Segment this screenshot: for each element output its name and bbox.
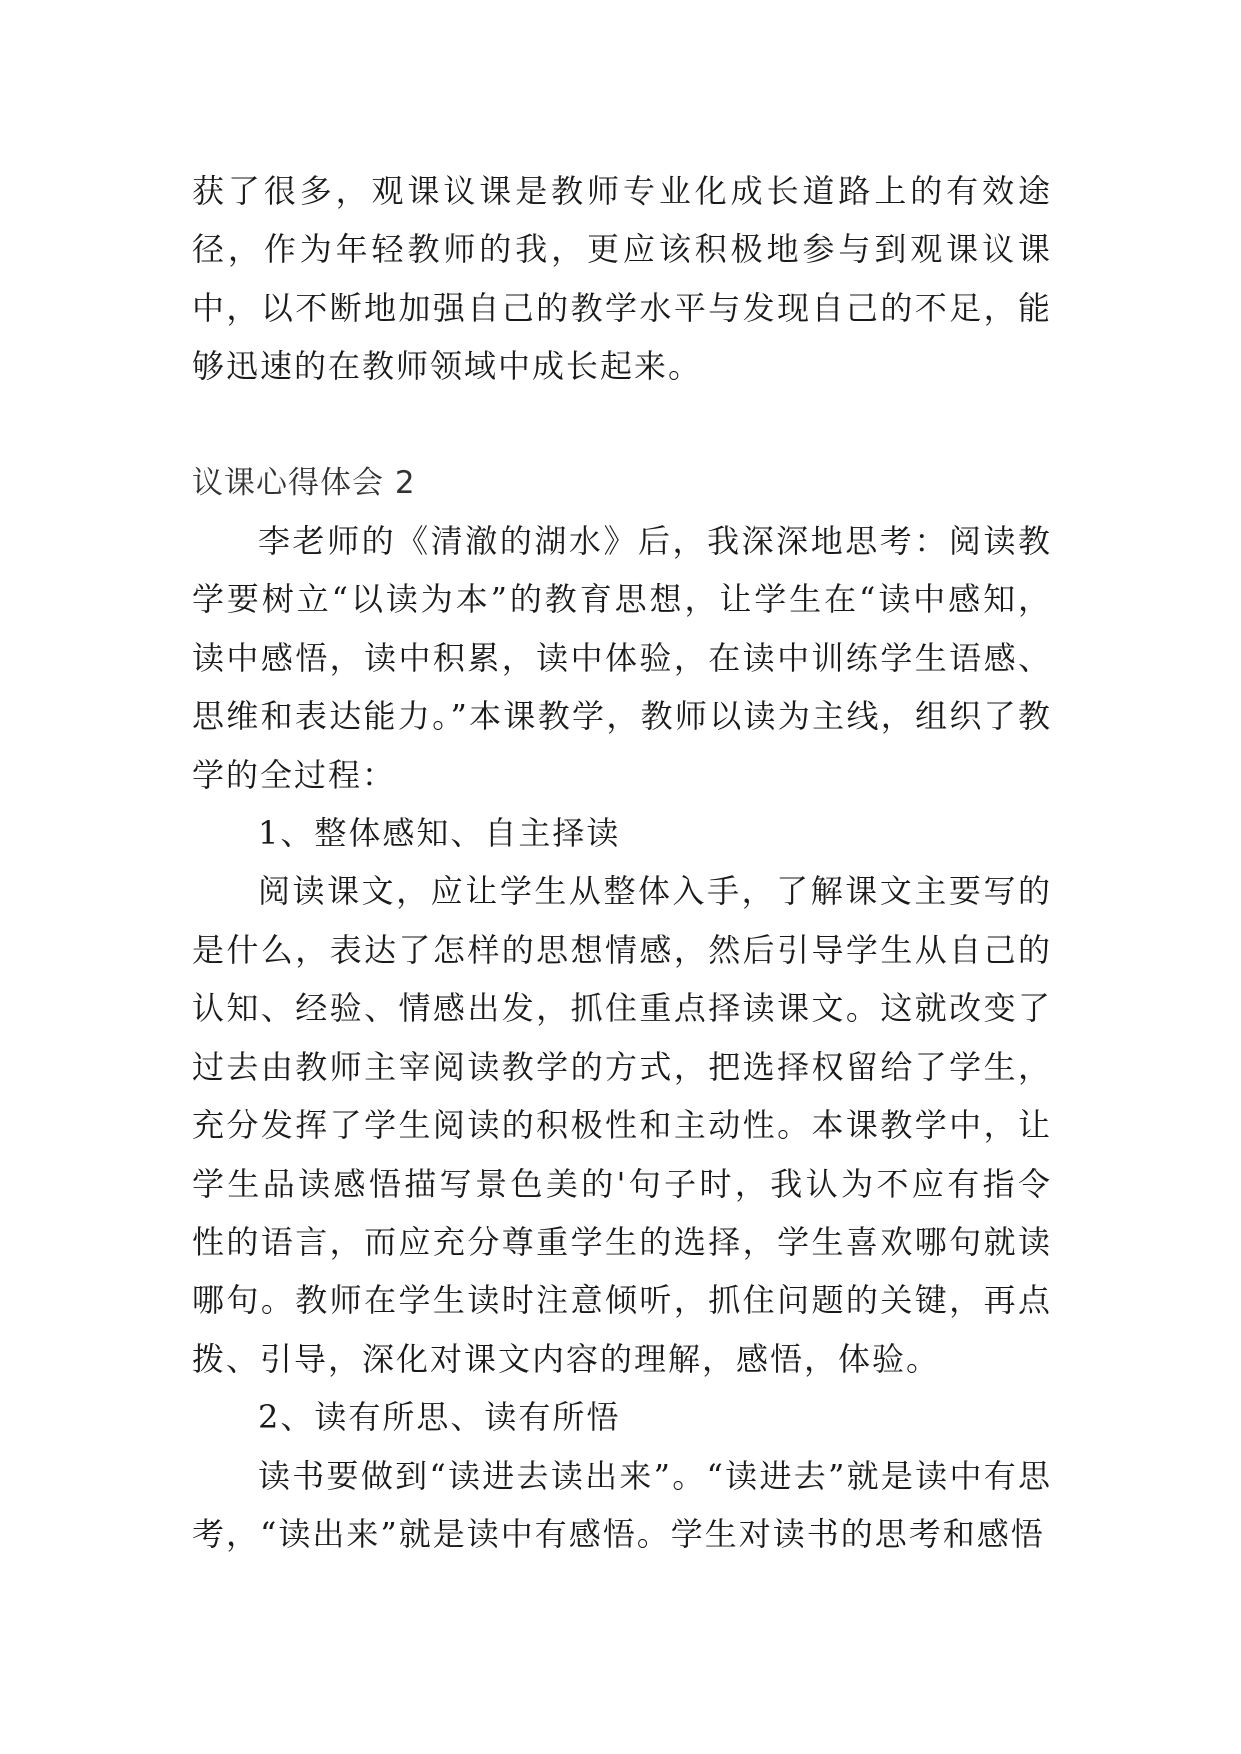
section-heading: 议课心得体会 2 (192, 464, 416, 501)
body-paragraph: 阅读课文，应让学生从整体入手，了解课文主要写的是什么，表达了怎样的思想情感，然后引导学生从自己的认知、经验、情感出发，抓住重点择读课文。这就改变了过去由教师主宰阅读教学的方式，把选择权留给了学生，充分发挥了学生阅读的积极性和主动性。本课教学中，让学生品读感悟描写景色美的'句子时，我认为不应有指令性的语言，而应充分尊重学生的选择，学生喜欢哪句就读哪句。教师在学生读时注意倾听，抓住问题的关键，再点拨、引导，深化对课文内容的理解，感悟，体验。 (192, 872, 1052, 1378)
point-title: 1、整体感知、自主择读 (258, 814, 621, 853)
body-paragraph: 读书要做到“读进去读出来”。“读进去”就是读中有思考，“读出来”就是读中有感悟。学生对读书的思考和感悟 (192, 1456, 1052, 1553)
document-body (192, 162, 1052, 1563)
body-paragraph: 李老师的《清澈的湖水》后，我深深地思考：阅读教学要树立“以读为本”的教育思想，让学生在“读中感知，读中感悟，读中积累，读中体验，在读中训练学生语感、思维和表达能力。”本课教学，教师以读为主线，组织了教学的全过程： (192, 522, 1052, 794)
point-title: 2、读有所思、读有所悟 (258, 1398, 621, 1437)
intro-paragraph: 获了很多，观课议课是教师专业化成长道路上的有效途径，作为年轻教师的我，更应该积极地参与到观课议课中，以不断地加强自己的教学水平与发现自己的不足，能够迅速的在教师领域中成长起来。 (192, 172, 1052, 386)
